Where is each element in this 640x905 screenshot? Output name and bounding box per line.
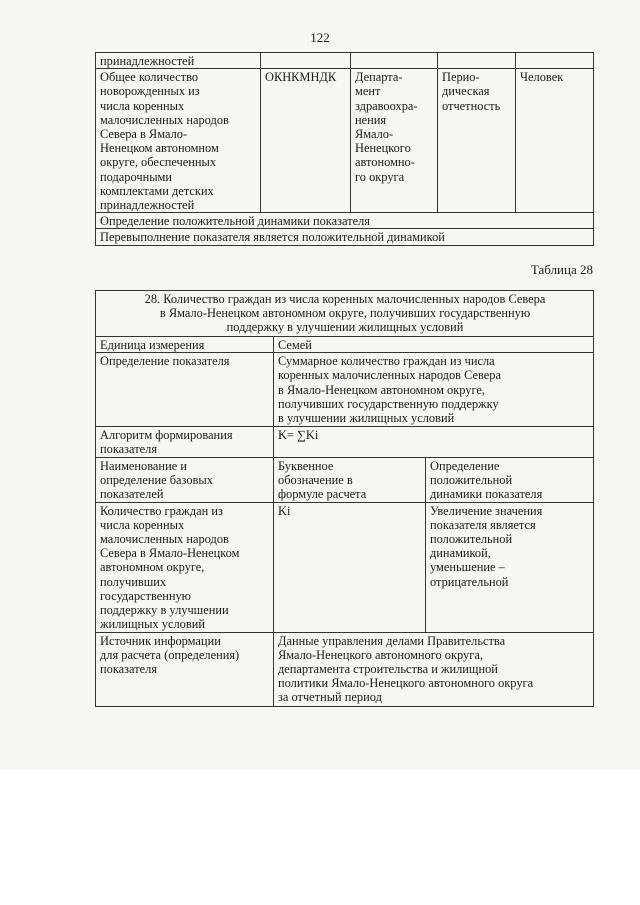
indicator-name-cell: Общее количество новорожденных из числа коренных малочисленных народов Севера в Ямало- Ненецком автономном округе, обеспеченных подарочными комплектами детских принадлежностей <box>96 69 261 213</box>
periodicity-cell: Перио- дическая отчетность <box>438 69 516 213</box>
table-title: 28. Количество граждан из числа коренных малочисленных народов Севера в Ямало-Ненецком автономном округе, получивших государственную поддержку в улучшении жилищных условий <box>96 291 594 337</box>
source-value: Данные управления делами Правительства Ямало-Ненецкого автономного округа, департамента строительства и жилищной политики Ямало-Ненецкого автономного округа за отчетный период <box>274 632 594 706</box>
table-row <box>96 427 594 457</box>
dynamics-heading: Определение положительной динамики показателя <box>96 213 594 229</box>
department-cell: Департа- мент здравоохра- нения Ямало- Ненецкого автономно- го округа <box>351 69 438 213</box>
table-row <box>96 213 594 229</box>
table-row <box>96 229 594 245</box>
source-label: Источник информации для расчета (определения) показателя <box>96 632 274 706</box>
table-row <box>96 69 594 213</box>
dynamics-text: Перевыполнение показателя является положительной динамикой <box>96 229 594 245</box>
table-row <box>96 353 594 427</box>
table-row <box>96 337 594 353</box>
base-indicator-name: Количество граждан из числа коренных малочисленных народов Севера в Ямало-Ненецком автономном округе, получивших государственную поддержку в улучшении жилищных условий <box>96 502 274 632</box>
base-name-header: Наименование и определение базовых показателей <box>96 457 274 502</box>
unit-value: Семей <box>274 337 594 353</box>
unit-label: Единица измерения <box>96 337 274 353</box>
table-row <box>96 53 594 69</box>
algorithm-label: Алгоритм формирования показателя <box>96 427 274 457</box>
table-row <box>96 632 594 706</box>
base-indicator-symbol: Ki <box>274 502 426 632</box>
continuation-cell: принадлежностей <box>96 53 261 69</box>
table-label: Таблица 28 <box>530 262 593 277</box>
definition-label: Определение показателя <box>96 353 274 427</box>
table-row <box>96 457 594 502</box>
base-indicator-dynamics: Увеличение значения показателя является положительной динамикой, уменьшение – отрицательной <box>426 502 594 632</box>
unit-cell: Человек <box>516 69 594 213</box>
indicators-table-continued <box>95 52 594 246</box>
indicator-passport-table <box>95 290 594 707</box>
algorithm-formula: K= ∑Ki <box>274 427 594 457</box>
definition-value: Суммарное количество граждан из числа коренных малочисленных народов Севера в Ямало-Ненецком автономном округе, получивших государственную поддержку в улучшении жилищных условий <box>274 353 594 427</box>
page-number: 122 <box>310 30 330 45</box>
indicator-code-cell: ОКНКМНДК <box>261 69 351 213</box>
base-symbol-header: Буквенное обозначение в формуле расчета <box>274 457 426 502</box>
table-row <box>96 502 594 632</box>
base-dynamics-header: Определение положительной динамики показателя <box>426 457 594 502</box>
table-row <box>96 291 594 337</box>
